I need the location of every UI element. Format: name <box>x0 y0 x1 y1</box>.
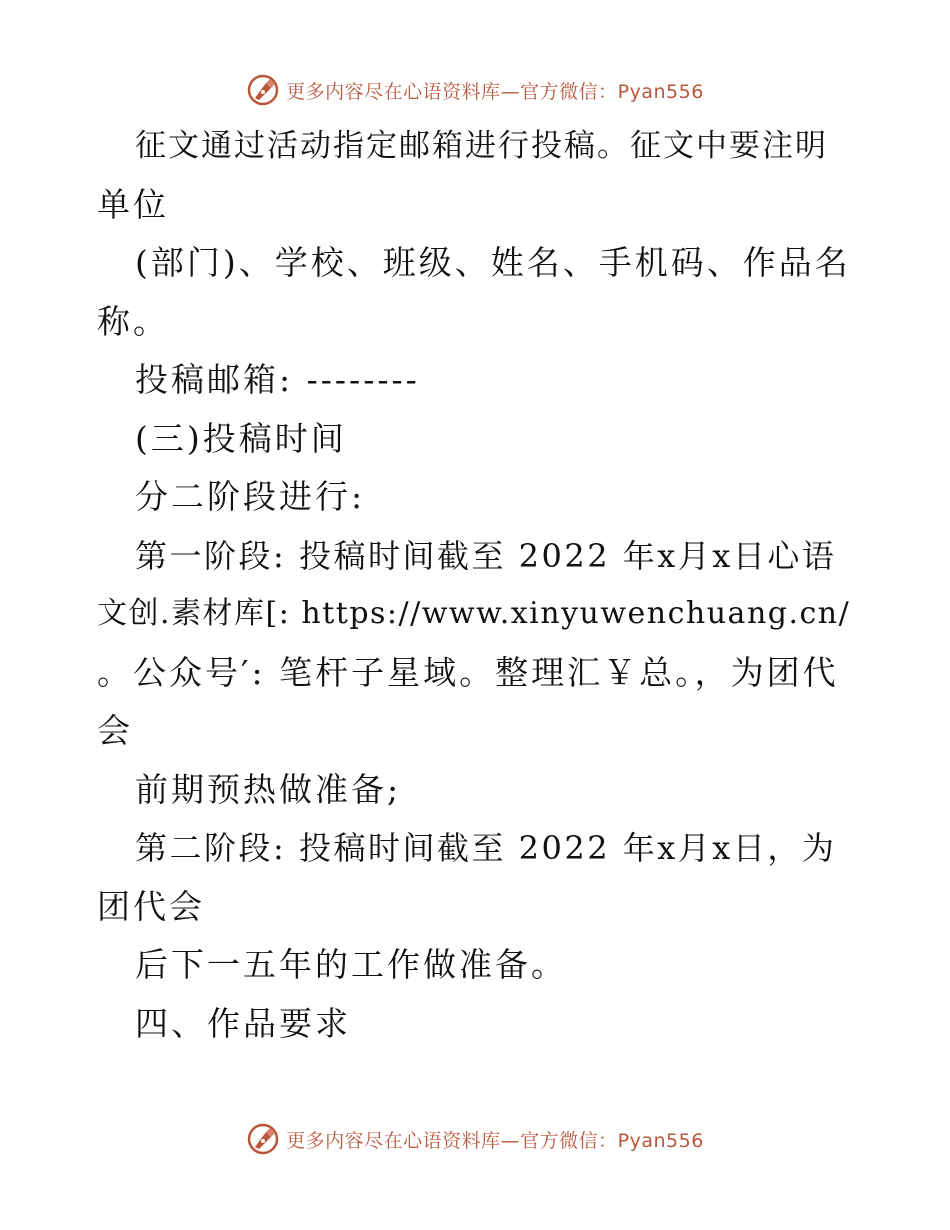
footer-branding <box>0 1117 950 1161</box>
document-body <box>97 117 857 1053</box>
branding-text: 更多内容尽在心语资料库—官方微信：Pyan556 <box>286 80 704 103</box>
text-line: 前期预热做准备; <box>135 769 402 809</box>
text-line: 第二阶段: 投稿时间截至 2022 年x月x日，为 <box>135 829 837 867</box>
text-line: 。公众号′: 笔杆子星域。整理汇￥总。，为团代 <box>97 652 839 692</box>
pen-nib-logo-icon <box>246 1122 280 1156</box>
text-line: 分二阶段进行: <box>135 477 366 516</box>
section-heading: (三)投稿时间 <box>135 418 347 458</box>
text-line: 第一阶段: 投稿时间截至 2022 年x月x日心语 <box>135 536 837 575</box>
text-line: 单位 <box>97 184 169 224</box>
text-line: 征文通过活动指定邮箱进行投稿。征文中要注明 <box>135 128 828 164</box>
text-line: 文创.素材库[: https://www.xinyuwenchuang.cn/ <box>97 596 851 631</box>
text-line: 称。 <box>97 301 169 341</box>
text-line: (部门)、学校、班级、姓名、手机码、作品名 <box>135 243 851 282</box>
branding-text: 更多内容尽在心语资料库—官方微信：Pyan556 <box>286 1129 704 1152</box>
section-heading: 四、作品要求 <box>135 1003 351 1043</box>
text-line: 会 <box>97 711 133 750</box>
text-line: 后下一五年的工作做准备。 <box>135 945 567 984</box>
text-line: 团代会 <box>97 886 205 926</box>
header-branding <box>0 68 950 112</box>
text-line: 投稿邮箱: -------- <box>135 360 420 399</box>
pen-nib-logo-icon <box>246 73 280 107</box>
